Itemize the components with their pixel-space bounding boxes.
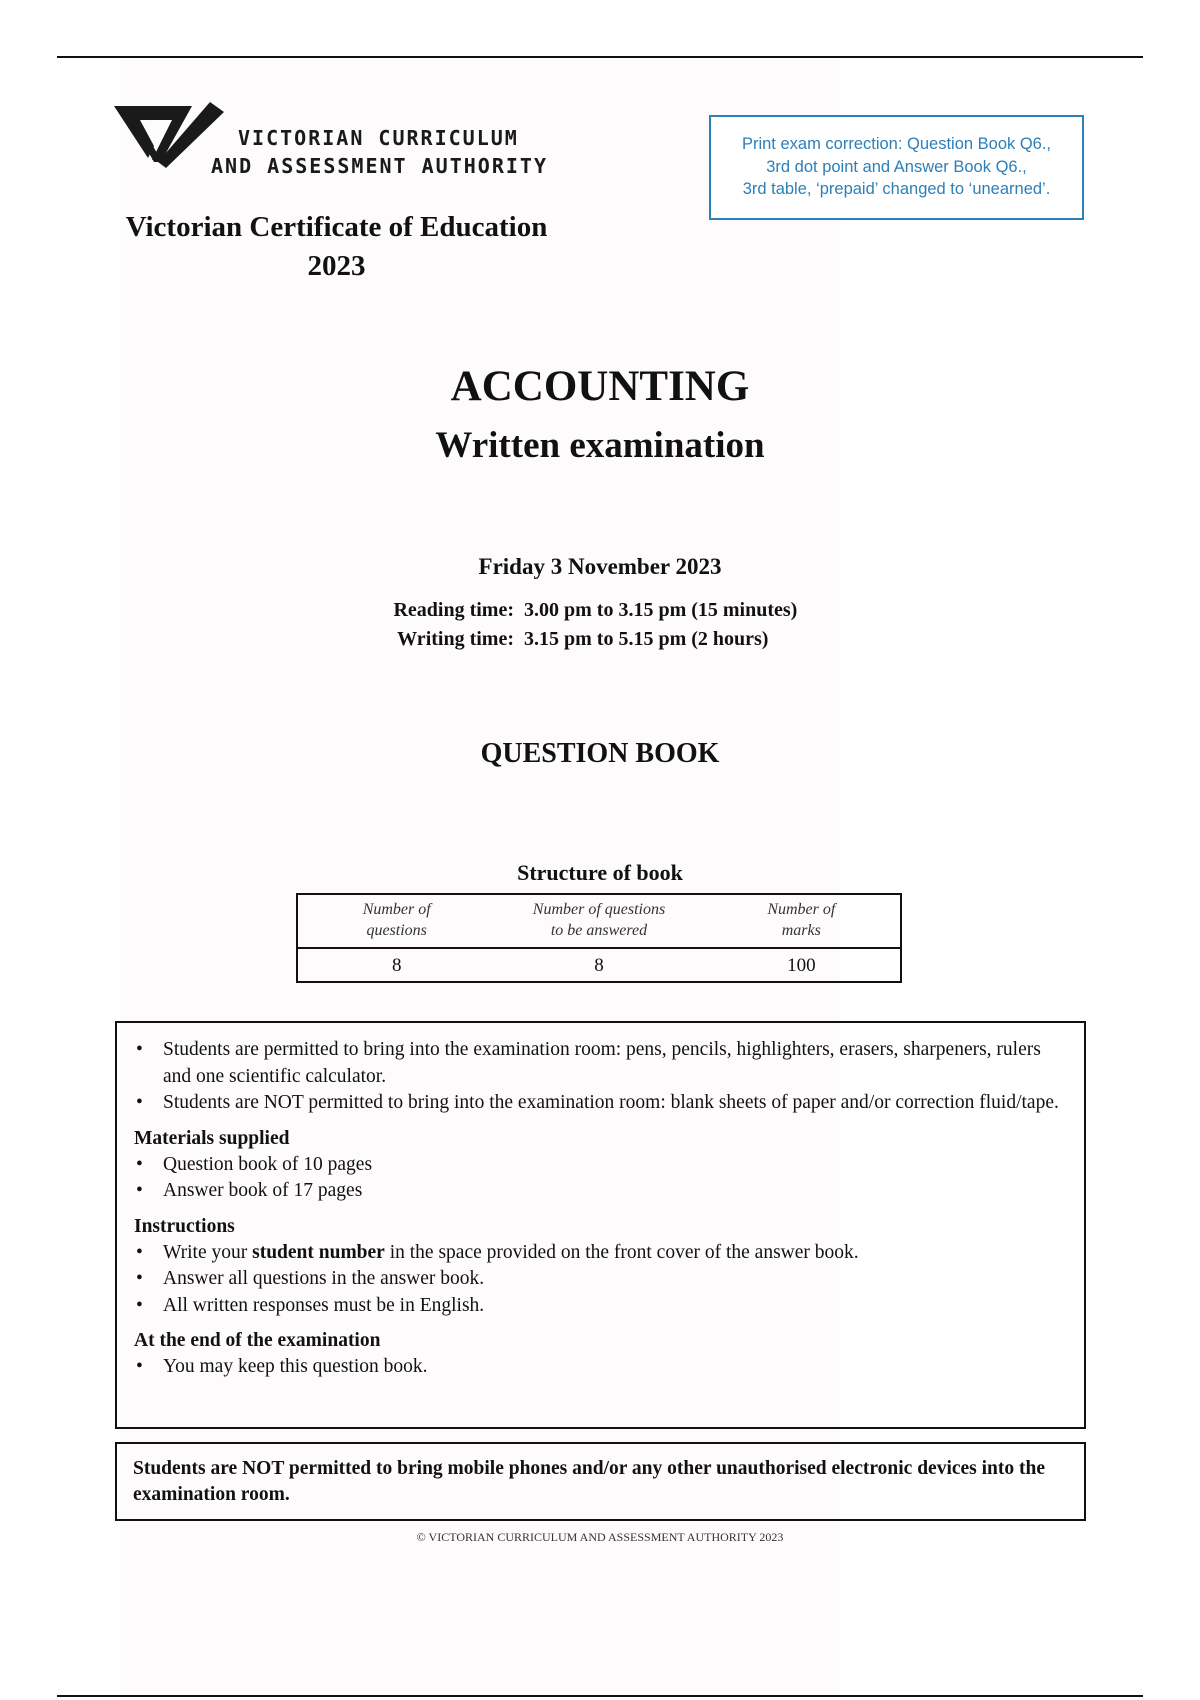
structure-table-row <box>298 949 900 983</box>
instructions-list <box>134 1240 1070 1320</box>
reading-time-label: Reading time: <box>393 599 514 621</box>
correction-line2: 3rd dot point and Answer Book Q6., <box>766 157 1027 176</box>
vcaa-logo <box>114 102 548 182</box>
correction-line1: Print exam correction: Question Book Q6., <box>741 135 1052 153</box>
exam-subtitle: Written examination <box>435 425 765 466</box>
list-item: • You may keep this question book. <box>134 1354 1070 1381</box>
not-permitted-item: • Students are NOT permitted to bring into the examination room: blank sheets of paper and/or correction fluid/tape. <box>134 1090 1070 1117</box>
value-cell-marks: 100 <box>787 955 816 976</box>
list-item: • Answer all questions in the answer book. <box>134 1266 1070 1293</box>
end-of-exam-heading: At the end of the examination <box>134 1330 381 1351</box>
writing-time-label: Writing time: <box>397 628 514 650</box>
permitted-list <box>134 1037 1070 1117</box>
materials-heading: Materials supplied <box>134 1127 290 1149</box>
subject-title: ACCOUNTING <box>450 363 750 410</box>
exam-date: Friday 3 November 2023 <box>478 554 722 579</box>
org-name-line1: VICTORIAN CURRICULUM <box>238 126 519 150</box>
certificate-name: Victorian Certificate of Education <box>125 211 548 243</box>
reading-time-value: 3.00 pm to 3.15 pm (15 minutes) <box>524 599 798 621</box>
list-item: • Question book of 10 pages <box>134 1152 1070 1179</box>
reading-time-row <box>368 596 797 625</box>
instruction-text-bold: student number <box>252 1241 385 1263</box>
copyright-notice: © VICTORIAN CURRICULUM AND ASSESSMENT AUTHORITY 2023 <box>416 1530 784 1544</box>
list-item <box>134 1240 1070 1267</box>
structure-table-header <box>298 895 900 949</box>
end-of-exam-list <box>134 1354 1070 1381</box>
header-cell-questions: Number of questions <box>362 901 431 939</box>
instruction-text-pre: Write your <box>163 1241 253 1263</box>
top-rule <box>57 56 1143 58</box>
header-cell-answered: Number of questions to be answered <box>532 901 666 939</box>
value-cell-questions: 8 <box>391 955 402 976</box>
value-cell-answered: 8 <box>594 955 604 976</box>
permitted-item: • Students are permitted to bring into the examination room: pens, pencils, highlighters, erasers, sharpeners, rulers and one scientific calculator. <box>134 1037 1070 1090</box>
exam-times <box>368 596 797 654</box>
writing-time-value: 3.15 pm to 5.15 pm (2 hours) <box>524 628 769 650</box>
instructions-heading: Instructions <box>134 1215 235 1237</box>
org-name-line2: AND ASSESSMENT AUTHORITY <box>211 154 548 178</box>
instruction-text-post: in the space provided on the front cover of the answer book. <box>384 1241 859 1263</box>
structure-table-title: Structure of book <box>517 860 683 885</box>
phones-notice: Students are NOT permitted to bring mobile phones and/or any other unauthorised electronic devices into the examination room. <box>115 1442 1086 1521</box>
header-cell-marks: Number of marks <box>767 901 836 939</box>
correction-notice <box>709 115 1084 220</box>
correction-line3: 3rd table, ‘prepaid’ changed to ‘unearned’. <box>742 180 1051 198</box>
list-item: • All written responses must be in English. <box>134 1293 1070 1320</box>
bottom-rule <box>57 1695 1143 1697</box>
materials-list <box>134 1152 1070 1205</box>
list-item: • Answer book of 17 pages <box>134 1178 1070 1205</box>
certificate-title <box>114 208 559 286</box>
exam-rules-box <box>115 1021 1086 1429</box>
certificate-year: 2023 <box>307 250 366 282</box>
writing-time-row <box>368 625 797 654</box>
structure-table <box>296 893 902 983</box>
book-type-title: QUESTION BOOK <box>480 738 720 769</box>
